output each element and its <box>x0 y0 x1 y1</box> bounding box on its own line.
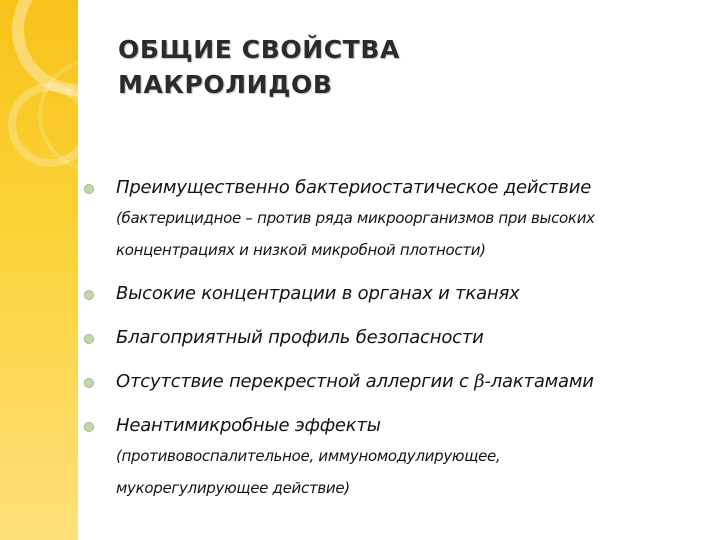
item-main-text: Преимущественно бактериостатическое действие <box>116 177 592 198</box>
item-main-text: Высокие концентрации в органах и тканях <box>116 283 520 304</box>
list-item <box>84 174 704 266</box>
item-sub-text: мукорегулирующее действие) <box>116 479 350 497</box>
bullet-dot-icon <box>84 422 94 432</box>
slide-title-line-1: ОБЩИЕ СВОЙСТВА <box>118 35 400 64</box>
list-item <box>84 412 704 504</box>
item-sub-text: концентрациях и низкой микробной плотности) <box>116 241 486 259</box>
list-item <box>84 368 704 396</box>
bullet-dot-icon <box>84 290 94 300</box>
item-main-text: Благоприятный профиль безопасности <box>116 327 484 348</box>
item-main-text <box>116 368 704 396</box>
list-item <box>84 324 704 352</box>
item-sub-text: (противовоспалительное, иммуномодулирующее, <box>116 447 501 465</box>
beta-symbol: β <box>474 371 485 392</box>
item-main-prefix: Отсутствие перекрестной аллергии с <box>116 371 475 392</box>
item-main-text: Неантимикробные эффекты <box>116 415 381 436</box>
bullet-dot-icon <box>84 378 94 388</box>
accent-sidebar <box>0 0 78 540</box>
bullet-dot-icon <box>84 334 94 344</box>
bullet-dot-icon <box>84 184 94 194</box>
slide-title <box>118 32 538 102</box>
item-sub-text: (бактерицидное – против ряда микроорганизмов при высоких <box>116 209 595 227</box>
list-item <box>84 280 704 308</box>
slide-title-line-2: МАКРОЛИДОВ <box>118 70 333 99</box>
item-main-suffix: -лактамами <box>484 371 594 392</box>
bullet-list <box>84 174 704 504</box>
